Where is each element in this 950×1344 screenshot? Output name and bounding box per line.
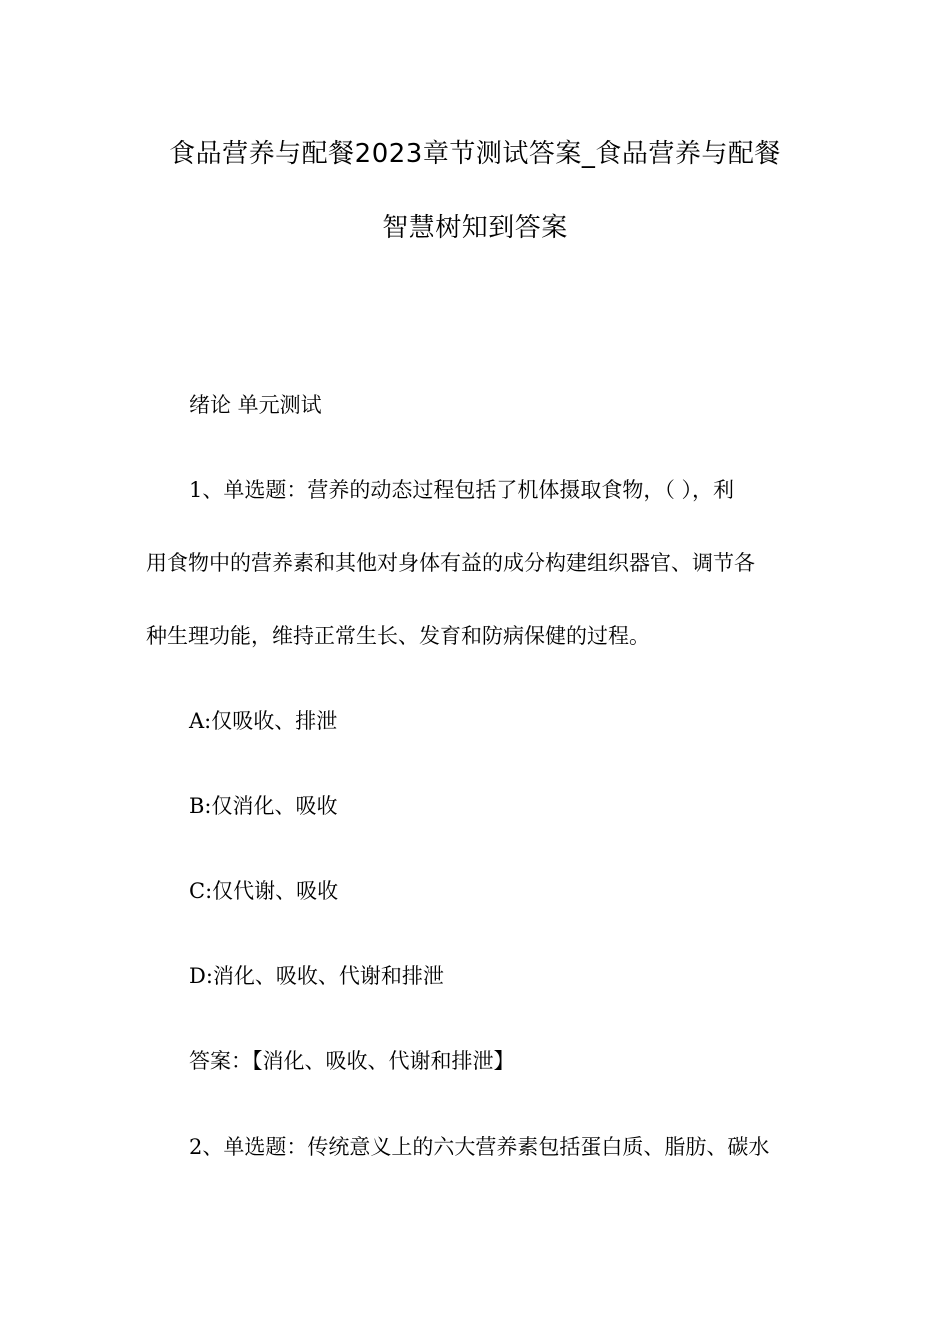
document-title-line-2: 智慧树知到答案 (382, 213, 568, 243)
question-1-line-1: 1、单选题：营养的动态过程包括了机体摄取食物，（ ），利 (189, 478, 735, 502)
question-2-line-1: 2、单选题：传统意义上的六大营养素包括蛋白质、脂肪、碳水 (189, 1135, 770, 1159)
document-title-line-1: 食品营养与配餐2023章节测试答案_食品营养与配餐 (169, 139, 781, 169)
question-1-option-c: C:仅代谢、吸收 (189, 879, 339, 903)
question-1-answer: 答案：【消化、吸收、代谢和排泄】 (189, 1049, 515, 1073)
section-heading: 绪论 单元测试 (189, 393, 322, 417)
question-1-option-a: A:仅吸收、排泄 (189, 709, 338, 733)
question-1-line-2: 用食物中的营养素和其他对身体有益的成分构建组织器官、调节各 (146, 551, 755, 575)
question-1-option-d: D:消化、吸收、代谢和排泄 (189, 964, 444, 988)
question-1-line-3: 种生理功能，维持正常生长、发育和防病保健的过程。 (146, 624, 650, 648)
question-1-option-b: B:仅消化、吸收 (189, 794, 338, 818)
